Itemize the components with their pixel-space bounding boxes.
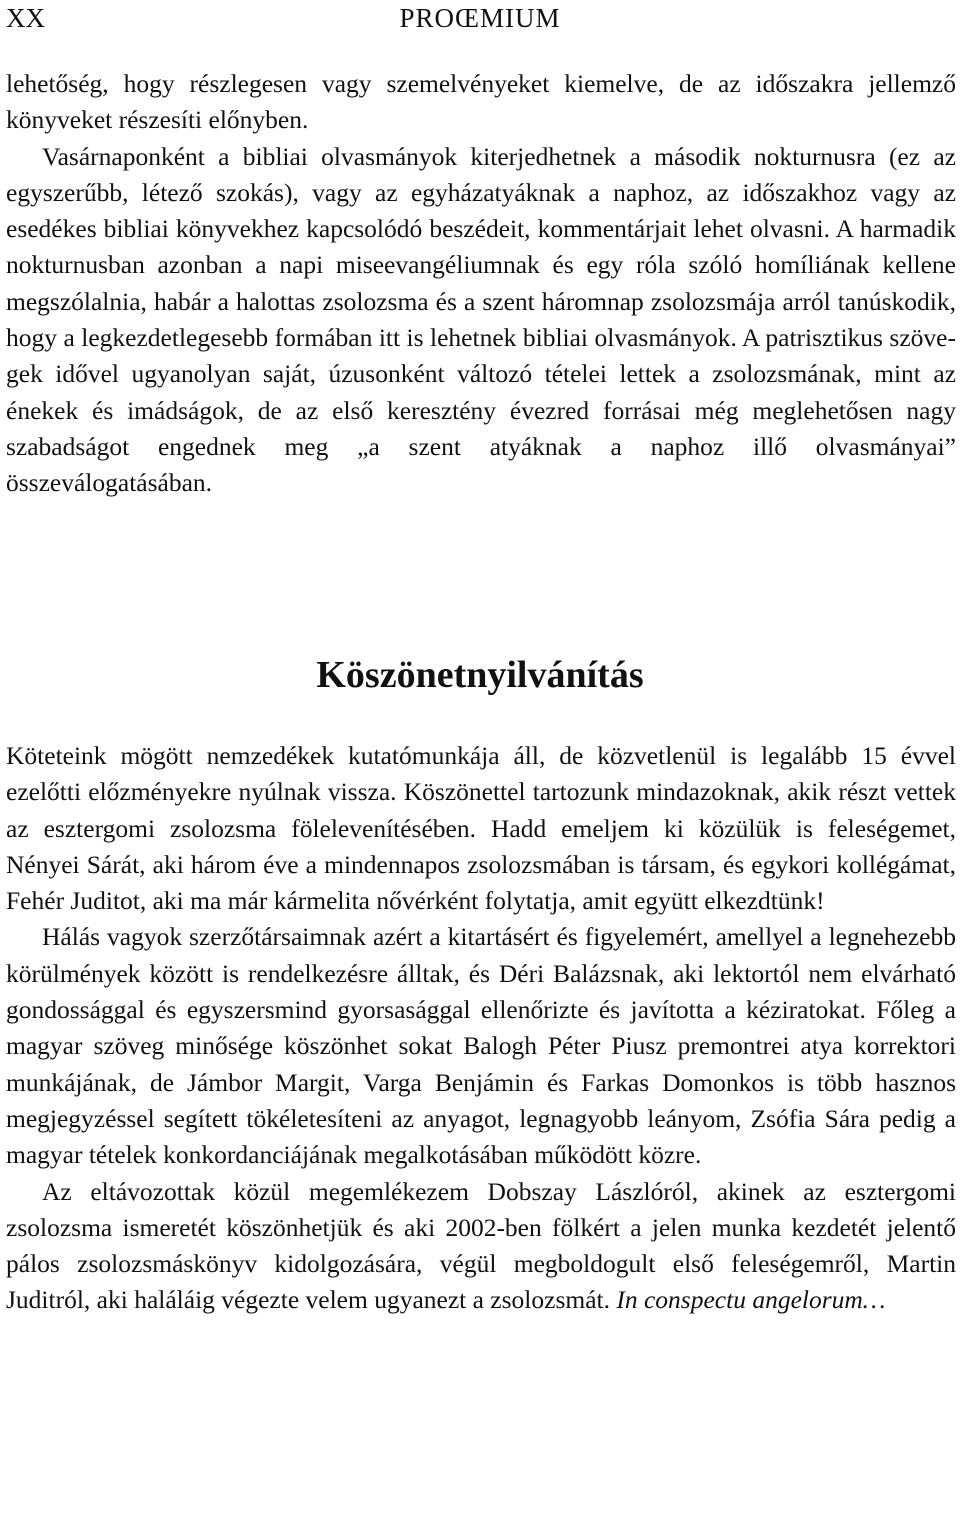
acknowledgement-paragraph-final (6, 1174, 956, 1319)
acknowledgements-heading: Köszönetnyilvánítás (316, 654, 644, 696)
running-header (0, 0, 960, 36)
running-section-title: PROŒMIUM (399, 3, 561, 33)
latin-closing-phrase: In conspectu angelorum… (616, 1285, 886, 1315)
intro-text-block (6, 66, 956, 502)
acknowledgements-text-block (6, 738, 956, 1319)
final-paragraph-text: Az eltávozottak közül megemlékezem Dobszay Lászlóról, akinek az esztergomi zsolozsma ismeretét köszönhetjük és aki 2002-ben fölkért a jelen munka kezdetét jelentő pálos zsolozsmáskönyv kidolgozására, végül megboldogult első feleségemről, Martin Juditról, aki haláláig végezte velem ugyanezt a zsolozsmát. (6, 1176, 956, 1315)
body-paragraph: Vasárnaponként a bibliai olvasmányok kiterjedhetnek a második nokturnusra (ez az egyszerűbb, létező szokás), vagy az egyházatyáknak a naphoz, az időszakhoz vagy az esedékes bibliai könyvekhez kapcsolódó beszédeit, kommentárjait lehet olvasni. A harmadik nokturnusban azonban a napi miseevangéliumnak és egy róla szóló homíliának kellene megszólalnia, habár a halottas zsolozsma és a szent háromnap zsolozsmája arról tanúskodik, hogy a legkezdetlegesebb formában itt is lehetnek bibliai olvasmányok. A patrisztikus szövegek idővel ugyanolyan saját, úzusonként változó tételei lettek a zsolozsmának, mint az énekek és imádságok, de az első keresztény évezred forrásai még meglehetősen nagy szabadságot engednek meg „a szent atyáknak a naphoz illő olvasmányai” összeválogatásában. (6, 141, 956, 498)
acknowledgement-paragraph: Köteteink mögött nemzedékek kutatómunkája áll, de közvetlenül is legalább 15 évvel ezelőtti előzményekre nyúlnak vissza. Köszönettel tartozunk mindazoknak, akik részt vettek az esztergomi zsolozsma fölelevenítésében. Hadd emeljem ki közülük is feleségemet, Nényei Sárát, aki három éve a mindennapos zsolozsmában is társam, és egykori kollégámat, Fehér Juditot, aki ma már kármelita nővérként folytatja, amit együtt elkezdtünk! (6, 741, 956, 916)
acknowledgement-paragraph: Hálás vagyok szerzőtársaimnak azért a kitartásért és figyelemért, amellyel a legnehezebb körülmények között is rendelkezésre álltak, és Déri Balázsnak, aki lektortól nem elvárható gondossággal és egyszersmind gyorsasággal ellenőrizte és javította a kéziratokat. Főleg a magyar szöveg minősége köszönhet sokat Balogh Péter Piusz premontrei atya korrektori munkájának, de Jámbor Margit, Varga Benjámin és Farkas Domonkos is több hasznos megjegyzéssel segített tökéletesíteni az anyagot, legnagyobb leányom, Zsófia Sára pedig a magyar tételek konkordanciájának megalkotásában működött közre. (6, 922, 956, 1170)
body-paragraph: lehetőség, hogy részlegesen vagy szemelvényeket kiemelve, de az időszakra jellemző könyveket részesíti előnyben. (6, 69, 956, 135)
page-number: XX (6, 3, 45, 33)
